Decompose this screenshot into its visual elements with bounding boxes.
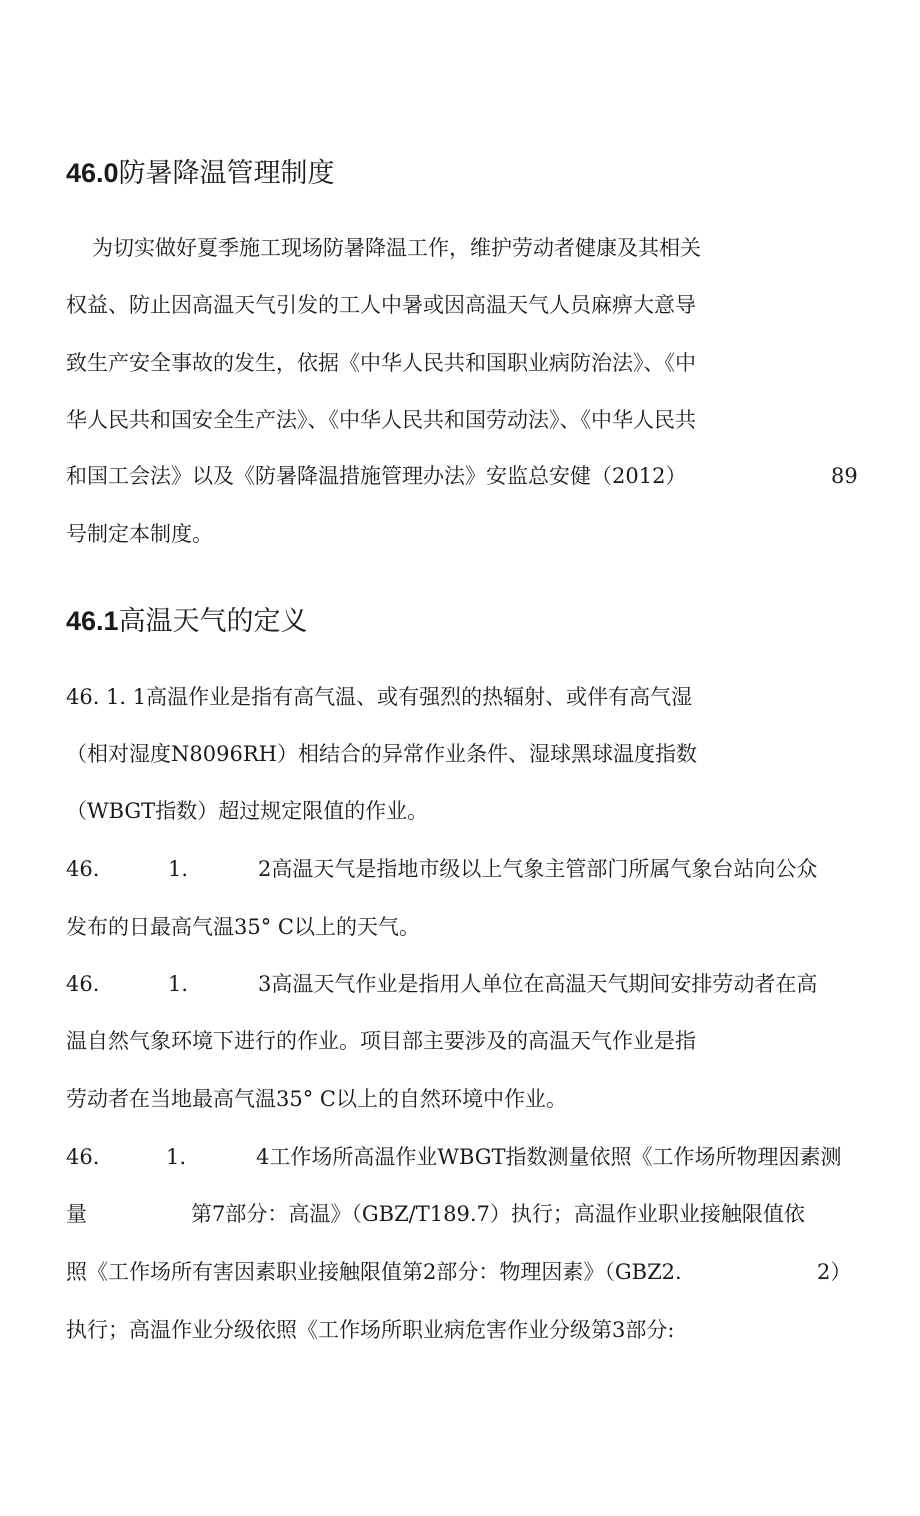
item-3-line-2: 温自然气象环境下进行的作业。项目部主要涉及的高温天气作业是指 xyxy=(66,1029,696,1053)
item-2-line-2: 发布的日最高气温35° C以上的天气。 xyxy=(66,915,420,939)
item-4-number-b: 1. xyxy=(166,1145,187,1169)
item-3-line-3: 劳动者在当地最高气温35° C以上的自然环境中作业。 xyxy=(66,1087,567,1111)
intro-line-5-tail: 89 xyxy=(831,464,858,488)
section-title: 防暑降温管理制度 xyxy=(118,158,335,189)
item-3-number-b: 1. xyxy=(168,972,189,996)
item-3-number-a: 46. xyxy=(66,972,100,996)
intro-line-5: 和国工会法》以及《防暑降温措施管理办法》安监总安健（2012） xyxy=(66,464,687,488)
item-2-number-a: 46. xyxy=(66,857,100,881)
item-4-line-3-b: 2） xyxy=(817,1260,852,1284)
item-4-line-4: 执行；高温作业分级依照《工作场所职业病危害作业分级第3部分: xyxy=(66,1318,675,1342)
intro-line-2: 权益、防止因高温天气引发的工人中暑或因高温天气人员麻痹大意导 xyxy=(66,293,696,317)
item-2-number-b: 1. xyxy=(168,857,189,881)
section-title: 高温天气的定义 xyxy=(118,606,308,637)
item-4-line-2-a: 量 xyxy=(66,1202,87,1226)
item-3-line-1: 3高温天气作业是指用人单位在高温天气期间安排劳动者在高 xyxy=(258,972,818,996)
item-4-line-1: 4工作场所高温作业WBGT指数测量依照《工作场所物理因素测 xyxy=(256,1145,842,1169)
item-4-line-3-a: 照《工作场所有害因素职业接触限值第2部分：物理因素》（GBZ2. xyxy=(66,1260,682,1284)
item-2-line-1: 2高温天气是指地市级以上气象主管部门所属气象台站向公众 xyxy=(258,857,818,881)
intro-line-6: 号制定本制度。 xyxy=(66,522,213,546)
item-1-line-1: 46. 1. 1高温作业是指有高气温、或有强烈的热辐射、或伴有高气湿 xyxy=(66,685,693,709)
intro-line-3: 致生产安全事故的发生，依据《中华人民共和国职业病防治法》、《中 xyxy=(66,351,696,375)
intro-line-1: 为切实做好夏季施工现场防暑降温工作，维护劳动者健康及其相关 xyxy=(92,236,701,260)
section-heading-46-1 xyxy=(66,604,308,639)
section-number: 46.0 xyxy=(66,158,119,188)
item-4-number-a: 46. xyxy=(66,1145,100,1169)
item-4-line-2-b: 第7部分：高温》（GBZ/T189.7）执行；高温作业职业接触限值依 xyxy=(191,1202,805,1226)
section-number: 46.1 xyxy=(66,606,119,636)
intro-line-4: 华人民共和国安全生产法》、《中华人民共和国劳动法》、《中华人民共 xyxy=(66,408,696,432)
item-1-line-2: （相对湿度N8096RH）相结合的异常作业条件、湿球黑球温度指数 xyxy=(66,742,697,766)
item-1-line-3: （WBGT指数）超过规定限值的作业。 xyxy=(66,799,429,823)
section-heading-46-0 xyxy=(66,156,335,191)
